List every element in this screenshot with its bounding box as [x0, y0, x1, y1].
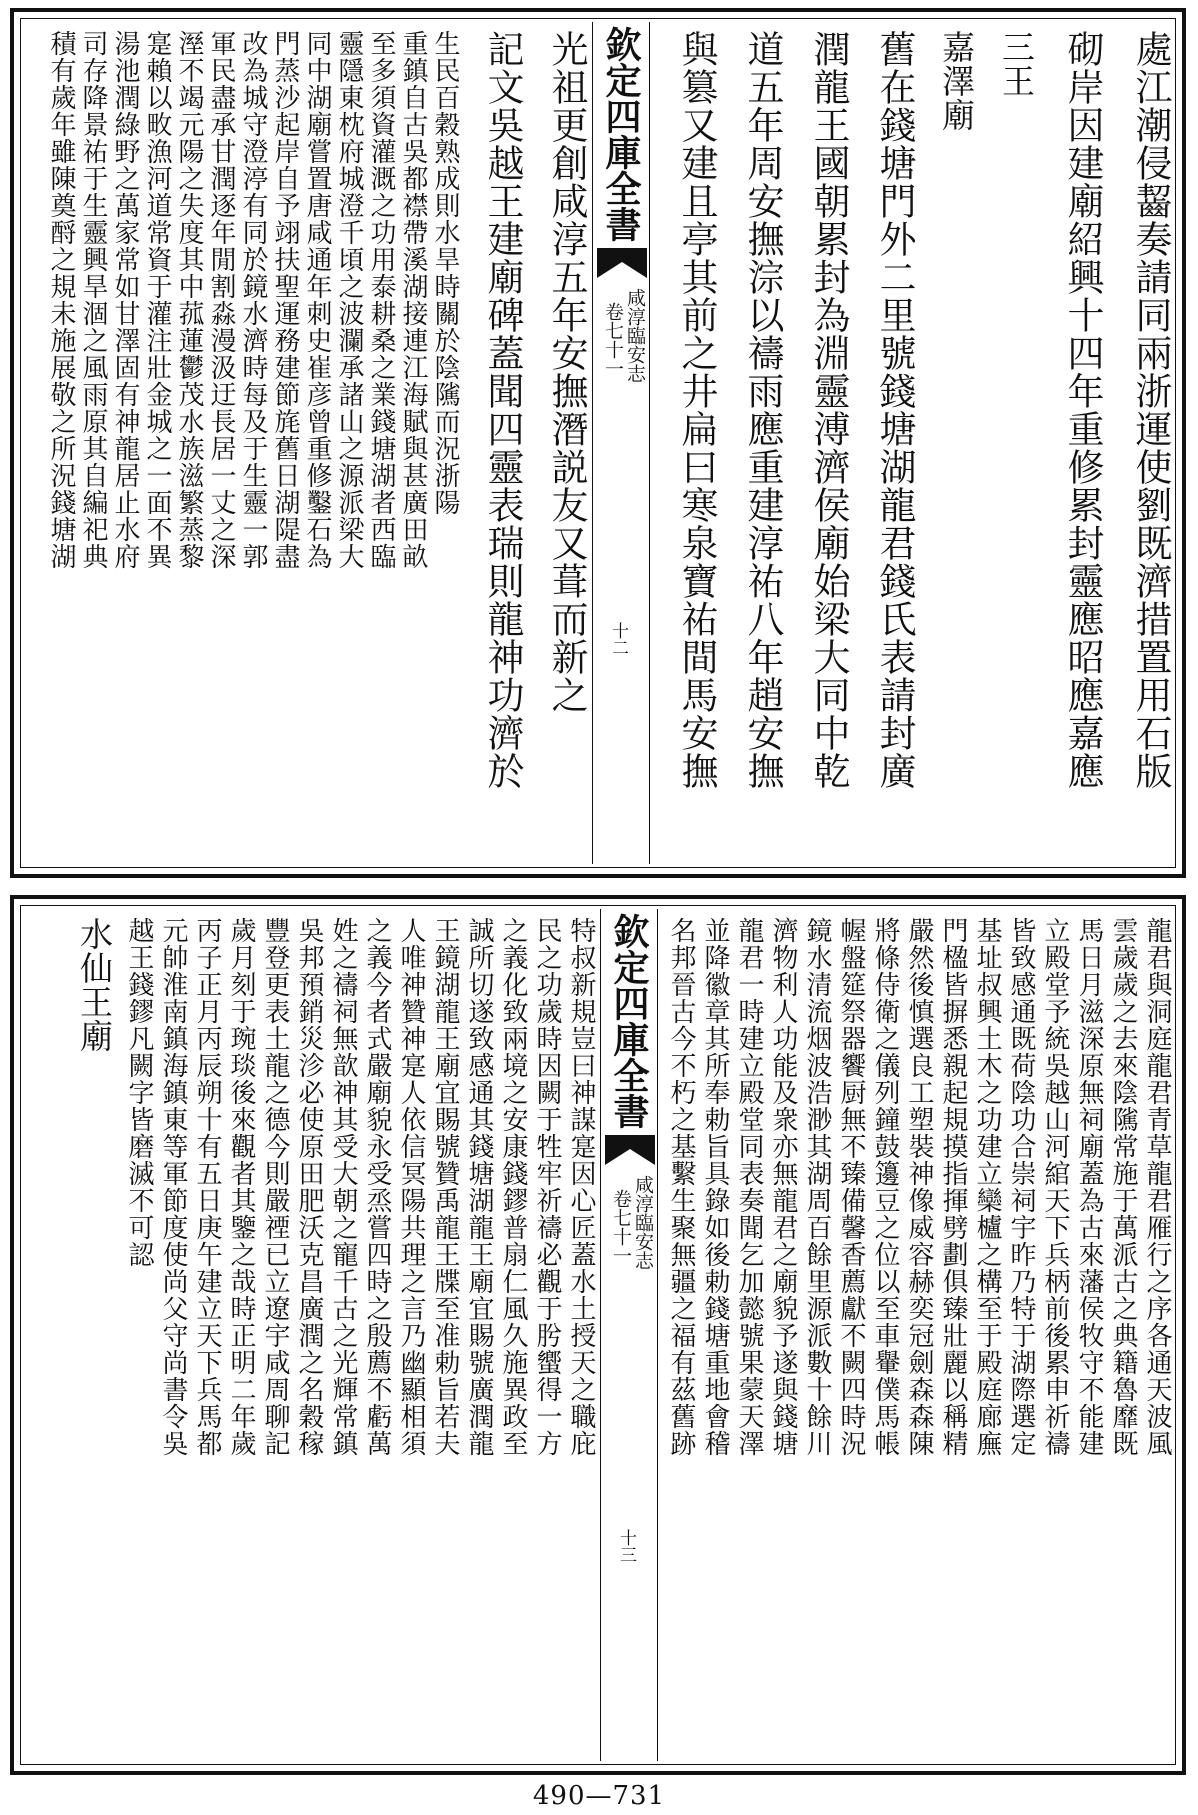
center-fold-column [592, 22, 650, 864]
text-column: 門蒸沙起岸自予翊扶聖運務建節旄舊日湖隄盡 [270, 30, 300, 570]
lower-text-block [24, 909, 1172, 1761]
section-heading: 嘉澤廟 [937, 30, 976, 132]
text-column: 之義今者式嚴廟貌永受烝嘗四時之殷薦不虧萬 [362, 917, 392, 1457]
text-column: 民之功歲時因闕于牲牢祈禱必觀于肹蠁得一方 [532, 917, 562, 1457]
text-column: 越王錢鏐凡闕字皆磨滅不可認 [124, 917, 154, 1268]
page-footer-number: 490—731 [532, 1781, 666, 1811]
text-column: 名邦晉古今不朽之基繫生聚無疆之福有茲舊跡 [666, 917, 696, 1457]
text-column: 雲歲歲之去來陰隲常施于萬派古之典籍魯靡既 [1108, 917, 1138, 1457]
text-column: 丙子正月丙辰朔十有五日庚午建立天下兵馬都 [192, 917, 222, 1457]
text-column: 立殿堂予統吳越山河綰天下兵柄前後累申祈禱 [1040, 917, 1070, 1457]
text-column: 處江潮侵齧奏請同兩浙運使劉既濟措置用石版 [1129, 30, 1172, 790]
text-column: 誠所切遂致感通其錢塘湖龍王廟宜賜號廣潤龍 [464, 917, 494, 1457]
text-column: 寔賴以畋漁河道常資于灌注壯金城之一面不異 [142, 30, 172, 570]
center-fold-column [600, 909, 658, 1761]
collection-title: 欽定四庫全書 [608, 913, 650, 1129]
text-column: 潤龍王國朝累封為淵靈溥濟侯廟始梁大同中乾 [807, 30, 850, 790]
text-column: 舊在錢塘門外二里號錢塘湖龍君錢氏表請封廣 [873, 30, 916, 790]
text-column: 砌岸因建廟紹興十四年重修累封靈應昭應嘉應 [1061, 30, 1104, 790]
text-column: 龍君一時建立殿堂同表奏聞乞加懿號果蒙天澤 [734, 917, 764, 1457]
page-number: 十三 [616, 1529, 636, 1563]
text-column: 元帥淮南鎮海鎮東等軍節度使尚父守尚書令吳 [158, 917, 188, 1457]
text-column: 皆致感通既荷陰功合崇祠宇昨乃特于湖際選定 [1006, 917, 1036, 1457]
text-column: 基址叔興土木之功建立欒櫨之構至于殿庭廊廡 [972, 917, 1002, 1457]
upper-page [10, 8, 1186, 878]
text-column: 吳邦預銷災沴必使原田肥沃克昌廣潤之名穀稼 [294, 917, 324, 1457]
text-column: 同中湖廟嘗置唐咸通年刺史崔彦曾重修鑿石為 [302, 30, 332, 570]
text-column: 將條侍衛之儀列鐘鼓籩豆之位以至車轝僕馬帳 [870, 917, 900, 1457]
text-column: 光祖更創咸淳五年安撫潛説友又葺而新之 [545, 30, 588, 714]
text-column: 幄盤筵祭器饗厨無不臻備馨香薦獻不闕四時況 [836, 917, 866, 1457]
text-column: 濟物利人功能及衆亦無龍君之廟貌予遂與錢塘 [768, 917, 798, 1457]
text-column: 溼不竭元陽之失度其中菰蓮鬱茂水族滋繁蒸黎 [174, 30, 204, 570]
volume-label: 卷七十一 [602, 302, 624, 378]
text-column: 道五年周安撫淙以禱雨應重建淳祐八年趙安撫 [741, 30, 784, 790]
text-column: 門楹皆摒悉親起規摸指揮劈劃俱臻壯麗以稱精 [938, 917, 968, 1457]
text-column: 重鎮自古吳都襟帶溪湖接連江海賦與甚廣田畝 [398, 30, 428, 570]
text-column: 湯池潤綠野之萬家常如甘澤固有神龍居止水府 [110, 30, 140, 570]
text-column: 至多須資灌溉之功用泰耕桑之業錢塘湖者西臨 [366, 30, 396, 570]
text-column: 軍民盡承甘潤逐年閒割淼漫汲迂長居一丈之深 [206, 30, 236, 570]
text-column: 積有歲年雖陳奠酹之規未施展敬之所況錢塘湖 [46, 30, 76, 570]
text-column: 王鏡湖龍王廟宜賜號贊禹龍王牒至准勅旨若夫 [430, 917, 460, 1457]
text-column: 豐登更表土龍之德今則嚴禋已立遼宇咸周聊記 [260, 917, 290, 1457]
fishtail-mark-icon [597, 248, 647, 278]
text-column: 司存降景祐于生靈興旱涸之風雨原其自編祀典 [78, 30, 108, 570]
upper-text-block [24, 22, 1172, 864]
text-column: 嚴然後慎選良工塑裝神像威容赫奕冠劍森森陳 [904, 917, 934, 1457]
text-column: 姓之禱祠無歆神其受大朝之寵千古之光輝常鎮 [328, 917, 358, 1457]
text-column: 龍君與洞庭龍君青草龍君雁行之序各通天波風 [1142, 917, 1172, 1457]
volume-label: 卷七十一 [610, 1189, 632, 1265]
text-column: 生民百穀熟成則水旱時關於陰隲而況浙陽 [430, 30, 460, 516]
text-column: 與篡又建且亭其前之井扁曰寒泉寶祐間馬安撫 [675, 30, 718, 790]
text-column: 人唯神贊神寔人依信冥陽共理之言乃幽顯相須 [396, 917, 426, 1457]
book-name: 咸淳臨安志 [632, 1175, 654, 1270]
section-heading: 三王 [997, 30, 1036, 98]
text-column: 之義化致兩境之安康錢鏐普扇仁風久施異政至 [498, 917, 528, 1457]
text-column: 靈隱東枕府城澄千頃之波瀾承諸山之源派梁大 [334, 30, 364, 570]
page-number: 十二 [608, 622, 628, 656]
text-column: 鏡水清流烟波浩渺其湖周百餘里源派數十餘川 [802, 917, 832, 1457]
section-heading: 水仙王廟 [75, 917, 114, 1053]
text-column: 馬日月滋深原無祠廟蓋為古來藩侯牧守不能建 [1074, 917, 1104, 1457]
text-column: 並降徽章其所奉勅旨具錄如後勅錢塘重地會稽 [700, 917, 730, 1457]
book-name: 咸淳臨安志 [624, 288, 646, 383]
text-column: 記文吳越王建廟碑蓋聞四靈表瑞則龍神功濟於 [481, 30, 524, 790]
fishtail-mark-icon [605, 1135, 655, 1165]
lower-page [10, 895, 1186, 1775]
text-column: 改為城守澄渟有同於鏡水濟時每及于生靈一郭 [238, 30, 268, 570]
collection-title: 欽定四庫全書 [600, 26, 642, 242]
text-column: 歲月刻于琬琰後來觀者其鑒之哉時正明二年歲 [226, 917, 256, 1457]
text-column: 特叔新規豈曰神謀寔因心匠蓋水土授天之職庇 [566, 917, 596, 1457]
